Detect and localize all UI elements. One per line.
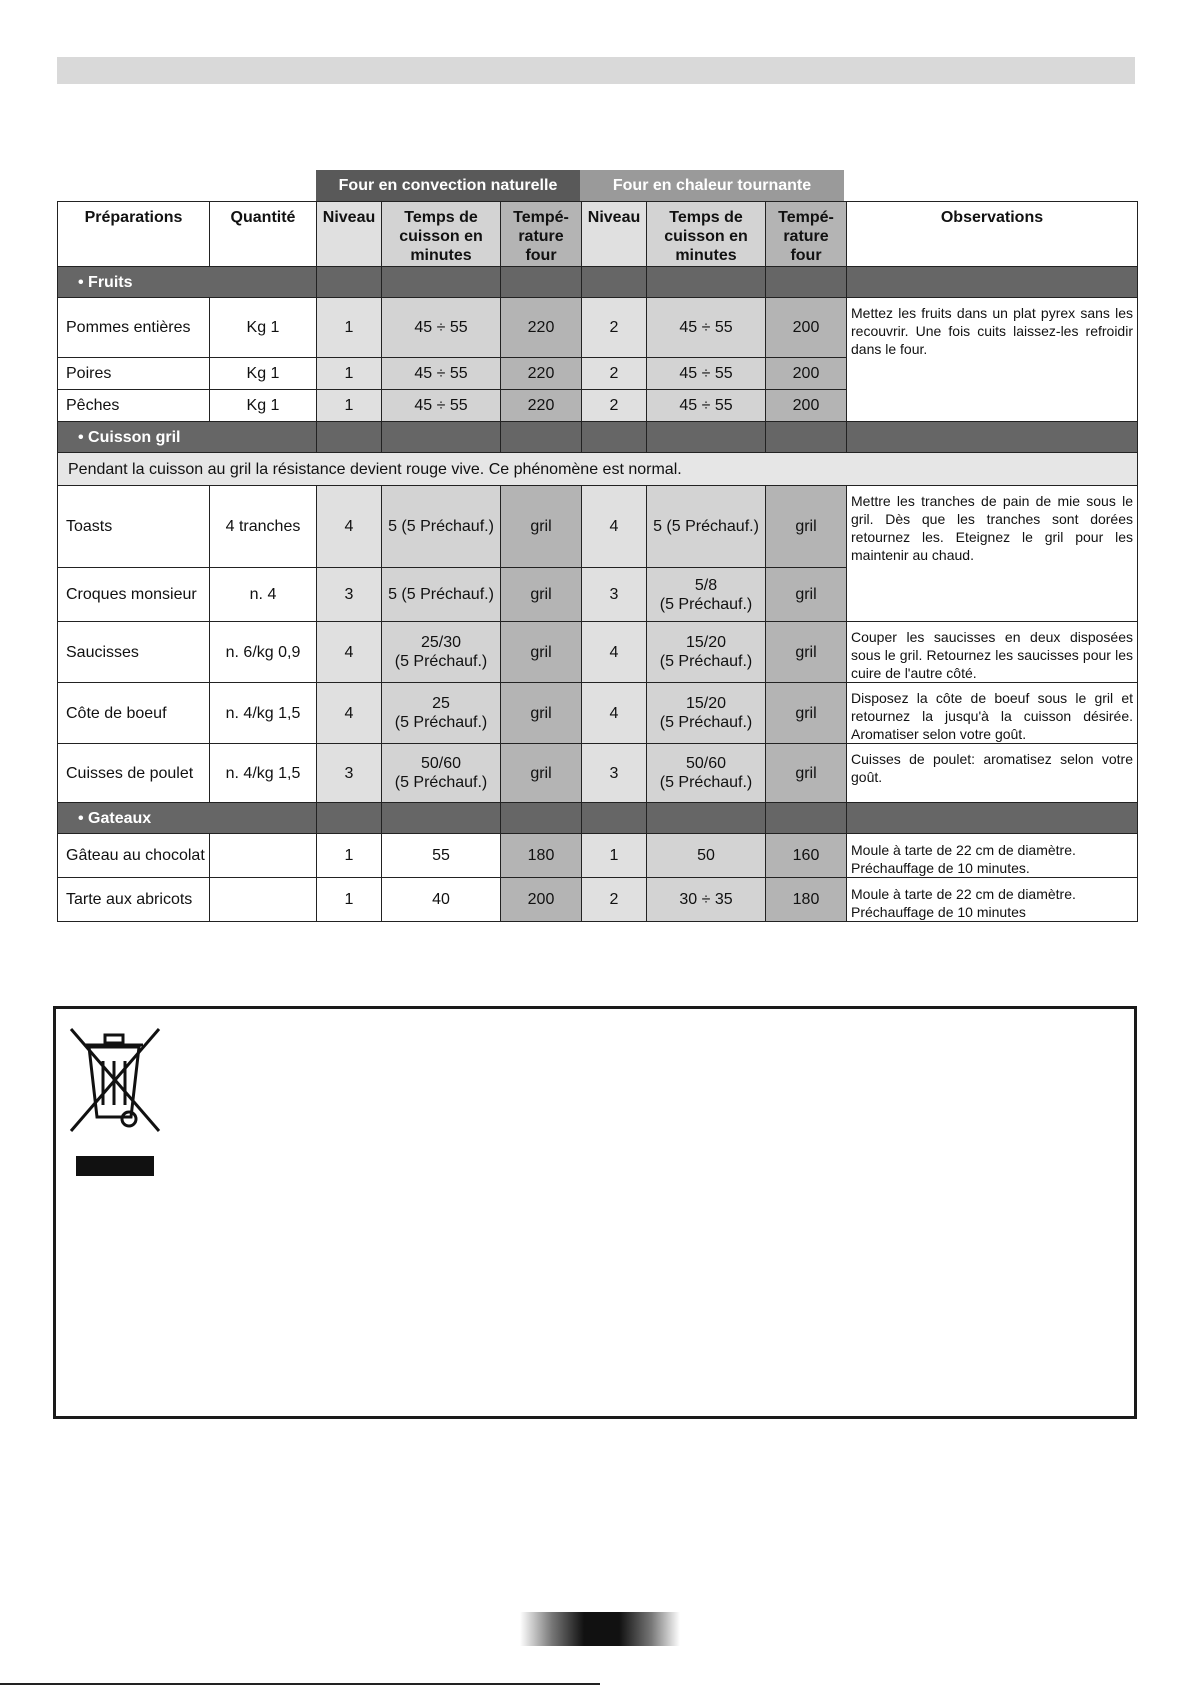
cell-temp: gril (501, 744, 582, 803)
gril-note-row (58, 453, 1138, 486)
cell-temps-2: 45 ÷ 55 (647, 298, 766, 358)
cell-temp: 180 (501, 834, 582, 878)
cell-niveau-2: 1 (582, 834, 647, 878)
cell-temps-2: 45 ÷ 55 (647, 390, 766, 422)
cell-temps: 45 ÷ 55 (382, 298, 501, 358)
page-number-gradient (520, 1612, 680, 1646)
cell-temps: 40 (382, 878, 501, 922)
cell-niveau-2: 4 (582, 683, 647, 744)
cell-niveau: 3 (317, 568, 382, 622)
cell-prep: Pêches (58, 390, 210, 422)
cell-niveau: 1 (317, 298, 382, 358)
cell-prep: Tarte aux abricots (58, 878, 210, 922)
cell-prep: Croques monsieur (58, 568, 210, 622)
header-temps: Temps de cuisson en minutes (382, 202, 501, 267)
header-quantite: Quantité (210, 202, 317, 267)
cell-temps: 5 (5 Préchauf.) (382, 568, 501, 622)
cell-prep: Cuisses de poulet (58, 744, 210, 803)
gril-note: Pendant la cuisson au gril la résistance devient rouge vive. Ce phénomène est normal. (58, 453, 1138, 486)
cell-temps: 25/30 (5 Préchauf.) (382, 622, 501, 683)
header-temperature: Tempé-rature four (501, 202, 582, 267)
cell-niveau: 1 (317, 358, 382, 390)
cell-observations: Disposez la côte de boeuf sous le gril et retournez la jusqu'à la cuisson désirée. Aromatiser selon votre goût. (847, 683, 1138, 744)
cell-niveau-2: 2 (582, 298, 647, 358)
cell-observations: Mettre les tranches de pain de mie sous le gril. Dès que les tranches sont dorées retournez les. Eteignez le gril pour les maintenir au chaud. (847, 486, 1138, 622)
cell-qty: Kg 1 (210, 358, 317, 390)
cell-qty: 4 tranches (210, 486, 317, 568)
section-title: • Fruits (58, 267, 317, 298)
cell-prep: Poires (58, 358, 210, 390)
cell-temps-2: 5 (5 Préchauf.) (647, 486, 766, 568)
header-observations: Observations (847, 202, 1138, 267)
cell-niveau: 1 (317, 834, 382, 878)
cell-qty: n. 4/kg 1,5 (210, 683, 317, 744)
cell-qty: n. 6/kg 0,9 (210, 622, 317, 683)
cell-temps-2: 5/8 (5 Préchauf.) (647, 568, 766, 622)
section-cuisson-gril (58, 422, 1138, 453)
cell-temp: 220 (501, 390, 582, 422)
section-gateaux (58, 803, 1138, 834)
cell-qty: n. 4/kg 1,5 (210, 744, 317, 803)
cell-temp: gril (501, 683, 582, 744)
cell-temps-2: 15/20 (5 Préchauf.) (647, 683, 766, 744)
table-row (58, 486, 1138, 568)
cell-prep: Toasts (58, 486, 210, 568)
cell-temps: 25 (5 Préchauf.) (382, 683, 501, 744)
cell-temps: 50/60 (5 Préchauf.) (382, 744, 501, 803)
cell-niveau: 4 (317, 622, 382, 683)
cell-qty: Kg 1 (210, 298, 317, 358)
header-temperature-2: Tempé-rature four (766, 202, 847, 267)
cell-niveau: 4 (317, 683, 382, 744)
section-title: • Cuisson gril (58, 422, 317, 453)
section-title: • Gateaux (58, 803, 317, 834)
cell-temp: 200 (501, 878, 582, 922)
cell-temps: 55 (382, 834, 501, 878)
cell-qty: Kg 1 (210, 390, 317, 422)
crossed-out-wheelie-bin-icon (67, 1025, 163, 1135)
cell-niveau: 4 (317, 486, 382, 568)
table-row (58, 878, 1138, 922)
header-niveau: Niveau (317, 202, 382, 267)
cell-temps-2: 50/60 (5 Préchauf.) (647, 744, 766, 803)
cell-temps-2: 50 (647, 834, 766, 878)
header-temps-2: Temps de cuisson en minutes (647, 202, 766, 267)
table-row (58, 622, 1138, 683)
cell-temp-2: 200 (766, 358, 847, 390)
cell-temp-2: gril (766, 568, 847, 622)
cell-temps-2: 30 ÷ 35 (647, 878, 766, 922)
cell-temp: 220 (501, 358, 582, 390)
cell-temp-2: 180 (766, 878, 847, 922)
cell-observations: Mettez les fruits dans un plat pyrex sans les recouvrir. Une fois cuits laissez-les refroidir dans le four. (847, 298, 1138, 422)
cell-observations: Cuisses de poulet: aromatisez selon votre goût. (847, 744, 1138, 803)
cell-temps-2: 15/20 (5 Préchauf.) (647, 622, 766, 683)
cell-temp-2: gril (766, 744, 847, 803)
cell-temp: 220 (501, 298, 582, 358)
cell-temp: gril (501, 568, 582, 622)
cell-temp-2: gril (766, 622, 847, 683)
cell-temps: 45 ÷ 55 (382, 390, 501, 422)
table-row (58, 683, 1138, 744)
group-header-convection: Four en convection naturelle (316, 170, 580, 201)
table-row (58, 834, 1138, 878)
cell-qty (210, 878, 317, 922)
cell-niveau-2: 2 (582, 390, 647, 422)
cell-niveau-2: 3 (582, 568, 647, 622)
cell-temps: 5 (5 Préchauf.) (382, 486, 501, 568)
header-row (58, 202, 1138, 267)
cell-niveau-2: 4 (582, 486, 647, 568)
header-preparations: Préparations (58, 202, 210, 267)
header-niveau-2: Niveau (582, 202, 647, 267)
section-fruits (58, 267, 1138, 298)
cell-observations: Moule à tarte de 22 cm de diamètre. Préchauffage de 10 minutes (847, 878, 1138, 922)
cell-niveau-2: 2 (582, 358, 647, 390)
top-gray-bar (57, 57, 1135, 84)
group-header-chaleur-tournante: Four en chaleur tournante (580, 170, 844, 201)
cooking-table (57, 201, 1138, 922)
table-row (58, 744, 1138, 803)
cell-niveau-2: 2 (582, 878, 647, 922)
cell-temp-2: gril (766, 486, 847, 568)
cell-niveau-2: 4 (582, 622, 647, 683)
cell-temp-2: gril (766, 683, 847, 744)
weee-notice-box (53, 1006, 1137, 1419)
cell-temp-2: 200 (766, 390, 847, 422)
cell-niveau: 1 (317, 878, 382, 922)
weee-bar-mark (76, 1156, 154, 1176)
table-row (58, 298, 1138, 358)
cell-temp: gril (501, 486, 582, 568)
cell-prep: Gâteau au chocolat (58, 834, 210, 878)
cell-prep: Côte de boeuf (58, 683, 210, 744)
cell-niveau: 3 (317, 744, 382, 803)
cell-prep: Pommes entières (58, 298, 210, 358)
cell-observations: Couper les saucisses en deux disposées sous le gril. Retournez les saucisses pour les cuire de l'autre côté. (847, 622, 1138, 683)
cell-temp: gril (501, 622, 582, 683)
cell-prep: Saucisses (58, 622, 210, 683)
cell-niveau: 1 (317, 390, 382, 422)
cell-temp-2: 200 (766, 298, 847, 358)
cell-temps-2: 45 ÷ 55 (647, 358, 766, 390)
cell-qty (210, 834, 317, 878)
cell-niveau-2: 3 (582, 744, 647, 803)
cell-temp-2: 160 (766, 834, 847, 878)
cell-observations: Moule à tarte de 22 cm de diamètre. Préchauffage de 10 minutes. (847, 834, 1138, 878)
cell-temps: 45 ÷ 55 (382, 358, 501, 390)
cell-qty: n. 4 (210, 568, 317, 622)
